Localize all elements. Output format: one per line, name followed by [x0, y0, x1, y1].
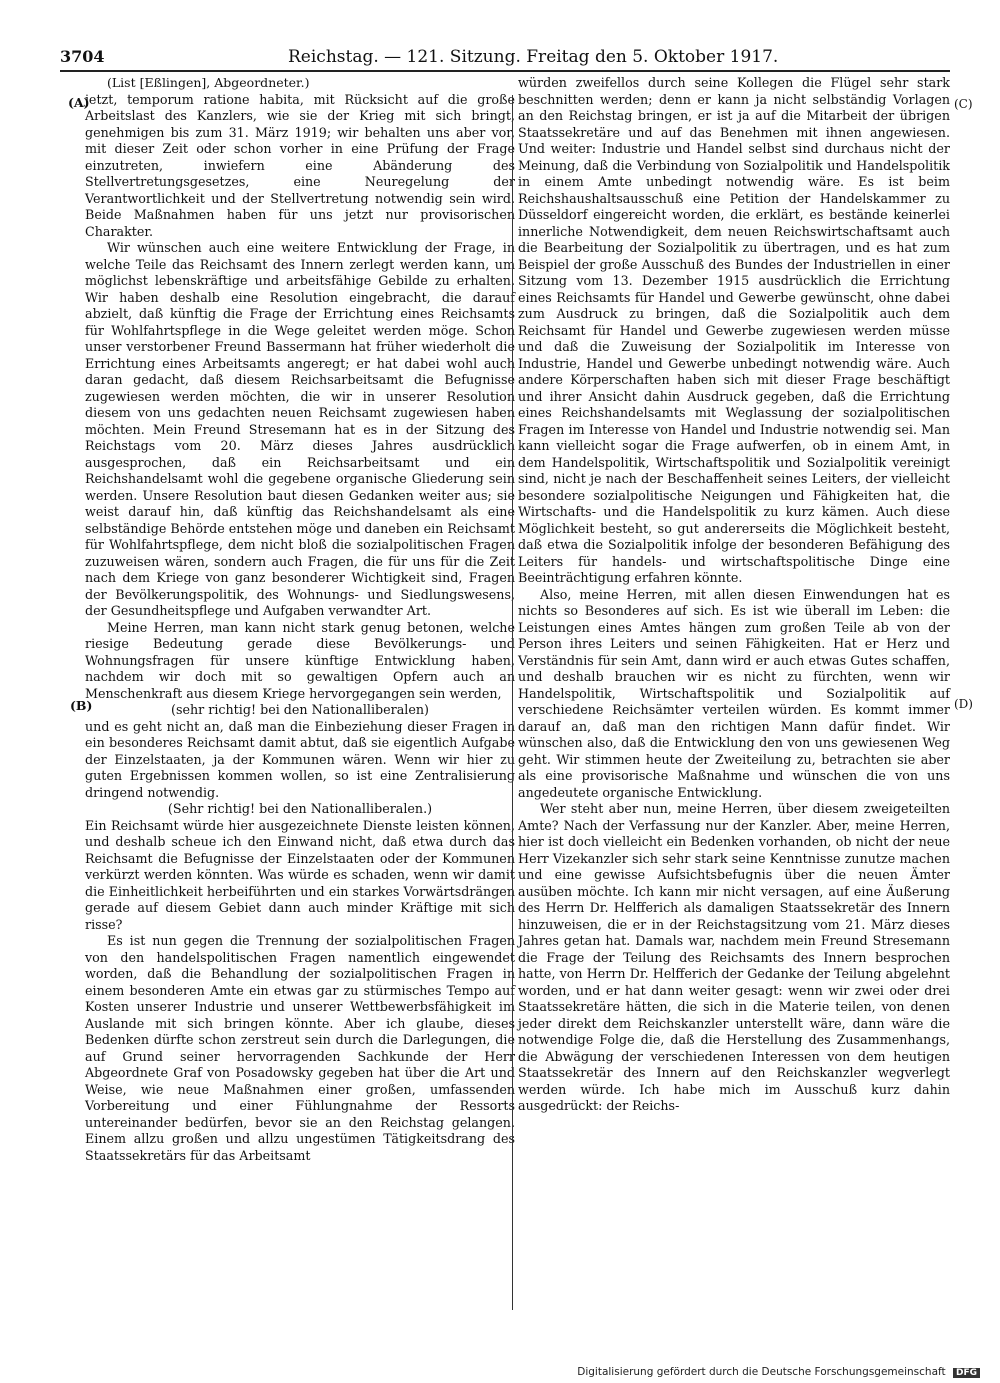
dfg-logo: DFG [953, 1368, 980, 1378]
margin-marker-b: (B) [70, 698, 93, 713]
right-column [518, 75, 950, 1115]
footer-text: Digitalisierung gefördert durch die Deutsche Forschungsgemeinschaft [577, 1366, 946, 1378]
header-rule [60, 70, 950, 72]
margin-marker-d: (D) [954, 697, 973, 711]
footer-credit [577, 1366, 980, 1378]
interjection: (Sehr richtig! bei den Nationalliberalen.) [167, 801, 433, 816]
column-divider [512, 95, 513, 1310]
paragraph: jetzt, temporum ratione habita, mit Rücksicht auf die große Arbeitslast des Kanzlers, wie sie der Krieg mit sich bringt, genehmigen bis zum 31. März 1919; wir behalten uns aber vor, mit dieser Zeit oder schon vorher in eine Prüfung der Frage einzutreten, inwiefern eine Abänderung des Stellvertretungsgesetzes, eine Neuregelung der Verantwortlichkeit und der Stellvertretung notwendig sein wird. Beide Maßnahmen haben für uns jetzt nur provisorischen Charakter. [85, 91, 515, 239]
paragraph: Es ist nun gegen die Trennung der sozialpolitischen Fragen von den handelspolitischen Fragen namentlich eingewendet worden, daß die Behandlung der sozialpolitischen Fragen in einem besonderen Amte ein etwas gar zu stürmisches Tempo auf Kosten unserer Industrie und unserer Wettbewerbsfähigkeit im Auslande mit sich bringen könnte. Aber ich glaube, dieses Bedenken dürfte schon zerstreut sein durch die Darlegungen, die auf Grund seiner hervorragenden Sachkunde der Herr Abgeordnete Graf von Posadowsky gegeben hat über die Art und Weise, wie neue Maßnahmen einer großen, umfassenden Vorbereitung und einer Fühlungnahme der Ressorts untereinander bedürfen, bevor sie an den Reichstag gelangen. Einem allzu großen und allzu ungestümen Tätigkeitsdrang des Staatssekretärs für das Arbeitsamt [85, 933, 515, 1163]
margin-marker-a: (A) [68, 95, 90, 110]
paragraph: Ein Reichsamt würde hier ausgezeichnete Dienste leisten können, und deshalb scheue ich den Einwand nicht, daß etwa durch das Reichsamt die Befugnisse der Einzelstaaten oder der Kommunen verkürzt werden könnten. Was würde es schaden, wenn wir damit die Einheitlichkeit herbeiführten und ein starkes Vorwärtsdrängen gerade auf diesem Gebiet dann auch minder Kräftige mit sich risse? [85, 817, 515, 932]
paragraph: Also, meine Herren, mit allen diesen Einwendungen hat es nichts so Besonderes auf sich. Es ist wie überall im Leben: die Leistungen eines Amtes hängen zum großen Teile ab von der Person ihres Leiters und seinen Fähigkeiten. Hat er Herz und Verständnis für sein Amt, dann wird er auch etwas Gutes schaffen, und deshalb brauchen wir es nicht zu fürchten, wenn wir Handelspolitik, Wirtschaftspolitik und Sozialpolitik auf verschiedene Reichsämter verteilen würden. Es kommt immer darauf an, daß man den richtigen Mann dafür findet. Wir wünschen also, daß die Entwicklung den von uns gewiesenen Weg geht. Wir stimmen heute der Zweiteilung zu, betrachten sie aber als eine provisorische Maßnahme und wünschen die von uns angedeutete organische Entwicklung. [518, 586, 950, 800]
paragraph: Wer steht aber nun, meine Herren, über diesem zweigeteilten Amte? Nach der Verfassung nur der Kanzler. Aber, meine Herren, hier ist doch vielleicht ein Bedenken vorhanden, ob nicht der neue Herr Vizekanzler sich sehr stark seine Kenntnisse zunutze machen und eine gewisse Aufsichtsbefugnis über die neuen Ämter ausüben möchte. Ich kann mir nicht versagen, auf eine Äußerung des Herrn Dr. Helfferich als damaligen Staatssekretär des Innern hinzuweisen, die er in der Reichstagsitzung vom 21. März dieses Jahres getan hat. Damals war, nachdem mein Freund Stresemann die Frage der Teilung des Reichsamts des Innern besprochen hatte, von Herrn Dr. Helfferich der Gedanke der Teilung abgelehnt worden, und er hat dann weiter gesagt: wenn wir zwei oder drei Staatssekretäre hätten, die sich in die Materie teilen, von denen jeder direkt dem Reichskanzler unterstellt wäre, dann wäre die notwendige Folge die, daß die Herstellung des Zusammenhangs, die Abwägung der verschiedenen Interessen von dem heutigen Staatssekretär des Innern auf den Reichskanzler wegverlegt werden würde. Ich habe mich im Ausschuß kurz dahin ausgedrückt: der Reichs- [518, 801, 950, 1113]
speaker-line: (List [Eßlingen], Abgeordneter.) [107, 75, 310, 90]
paragraph: Wir wünschen auch eine weitere Entwicklung der Frage, in welche Teile das Reichsamt des Innern zerlegt werden kann, um möglichst lebenskräftige und arbeitsfähige Gebilde zu erhalten. Wir haben deshalb eine Resolution eingebracht, die darauf abzielt, daß künftig die Frage der Errichtung eines Reichsamts für Wohlfahrtspflege in die Wege geleitet werden möge. Schon unser verstorbener Freund Bassermann hat früher wiederholt die Errichtung eines Arbeitsamts angeregt; er hat dabei wohl auch daran gedacht, daß diesem Reichsarbeitsamt die Befugnisse zugewiesen werden möchten, die wir in unserer Resolution diesem von uns gedachten neuen Reichsamt zugewiesen haben möchten. Mein Freund Stresemann hat es in der Sitzung des Reichstags vom 20. März dieses Jahres ausdrücklich ausgesprochen, daß ein Reichsarbeitsamt und ein Reichshandelsamt wohl die gegebene organische Gliederung sein werden. Unsere Resolution baut diesen Gedanken weiter aus; sie weist darauf hin, daß künftig das Reichshandelsamt als eine selbständige Behörde entstehen möge und daneben ein Reichsamt für Wohlfahrtspflege, dem nicht bloß die sozialpolitischen Fragen zuzuweisen wären, sondern auch Fragen, die für uns für die Zeit nach dem Kriege von ganz besonderer Wichtigkeit sind, Fragen der Bevölkerungspolitik, des Wohnungs- und Siedlungswesens, der Gesundheitspflege und Aufgaben verwandter Art. [85, 240, 515, 618]
interjection: (sehr richtig! bei den Nationalliberalen) [171, 702, 429, 717]
page-title: Reichstag. — 121. Sitzung. Freitag den 5. Oktober 1917. [288, 47, 779, 67]
left-column [85, 75, 515, 1164]
paragraph: Meine Herren, man kann nicht stark genug betonen, welche riesige Bedeutung gerade diese Bevölkerungs- und Wohnungsfragen für unsere künftige Entwicklung haben, nachdem wir doch mit so gewaltigen Opfern auch an Menschenkraft aus diesem Kriege hervorgegangen sein werden, [85, 619, 515, 701]
page-number: 3704 [60, 47, 105, 66]
margin-marker-c: (C) [954, 97, 973, 111]
paragraph: würden zweifellos durch seine Kollegen die Flügel sehr stark beschnitten werden; denn er kann ja nicht selbständig Vorlagen an den Reichstag bringen, er ist ja auf die Mitarbeit der übrigen Staatssekretäre und auf das Benehmen mit ihnen angewiesen. Und weiter: Industrie und Handel selbst sind durchaus nicht der Meinung, daß die Verbindung von Sozialpolitik und Handelspolitik in einem Amte unbedingt notwendig wäre. Es ist beim Reichshaushaltsausschuß eine Petition der Handelskammer zu Düsseldorf eingereicht worden, die erklärt, es bestände keinerlei innerliche Notwendigkeit, dem neuen Reichswirtschaftsamt auch die Bearbeitung der Sozialpolitik zu übertragen, und es hat zum Beispiel der große Ausschuß des Bundes der Industriellen in einer Sitzung vom 13. Dezember 1915 ausdrücklich die Errichtung eines Reichsamts für Handel und Gewerbe gewünscht, ohne dabei zum Ausdruck zu bringen, daß die Sozialpolitik auch dem Reichsamt für Handel und Gewerbe zugewiesen werden müsse und daß die Zuweisung der Sozialpolitik im Interesse von Industrie, Handel und Gewerbe unbedingt notwendig wäre. Auch andere Körperschaften haben sich mit dieser Frage beschäftigt und ihrer Ansicht dahin Ausdruck gegeben, daß die Errichtung eines Reichshandelsamts mit Weglassung der sozialpolitischen Fragen im Interesse von Handel und Industrie notwendig sei. Man kann vielleicht sogar die Frage aufwerfen, ob in einem Amt, in dem Handelspolitik, Wirtschaftspolitik und Sozialpolitik vereinigt sind, nicht je nach der Beschaffenheit seines Leiters, der vielleicht besondere sozialpolitische Neigungen und Fähigkeiten hat, die Wirtschafts- und die Handelspolitik zu kurz kämen. Auch diese Möglichkeit besteht, so gut andererseits die Möglichkeit besteht, daß etwa die Sozialpolitik infolge der besonderen Befähigung des Leiters für handels- und wirtschaftspolitische Dinge eine Beeinträchtigung erfahren könnte. [518, 75, 950, 585]
paragraph: und es geht nicht an, daß man die Einbeziehung dieser Fragen in ein besonderes Reichsamt damit abtut, daß sie eigentlich Aufgabe der Einzelstaaten, ja der Kommunen wären. Wenn wir hier zu guten Ergebnissen kommen wollen, so ist eine Zentralisierung dringend notwendig. [85, 718, 515, 800]
page-header [60, 46, 950, 68]
